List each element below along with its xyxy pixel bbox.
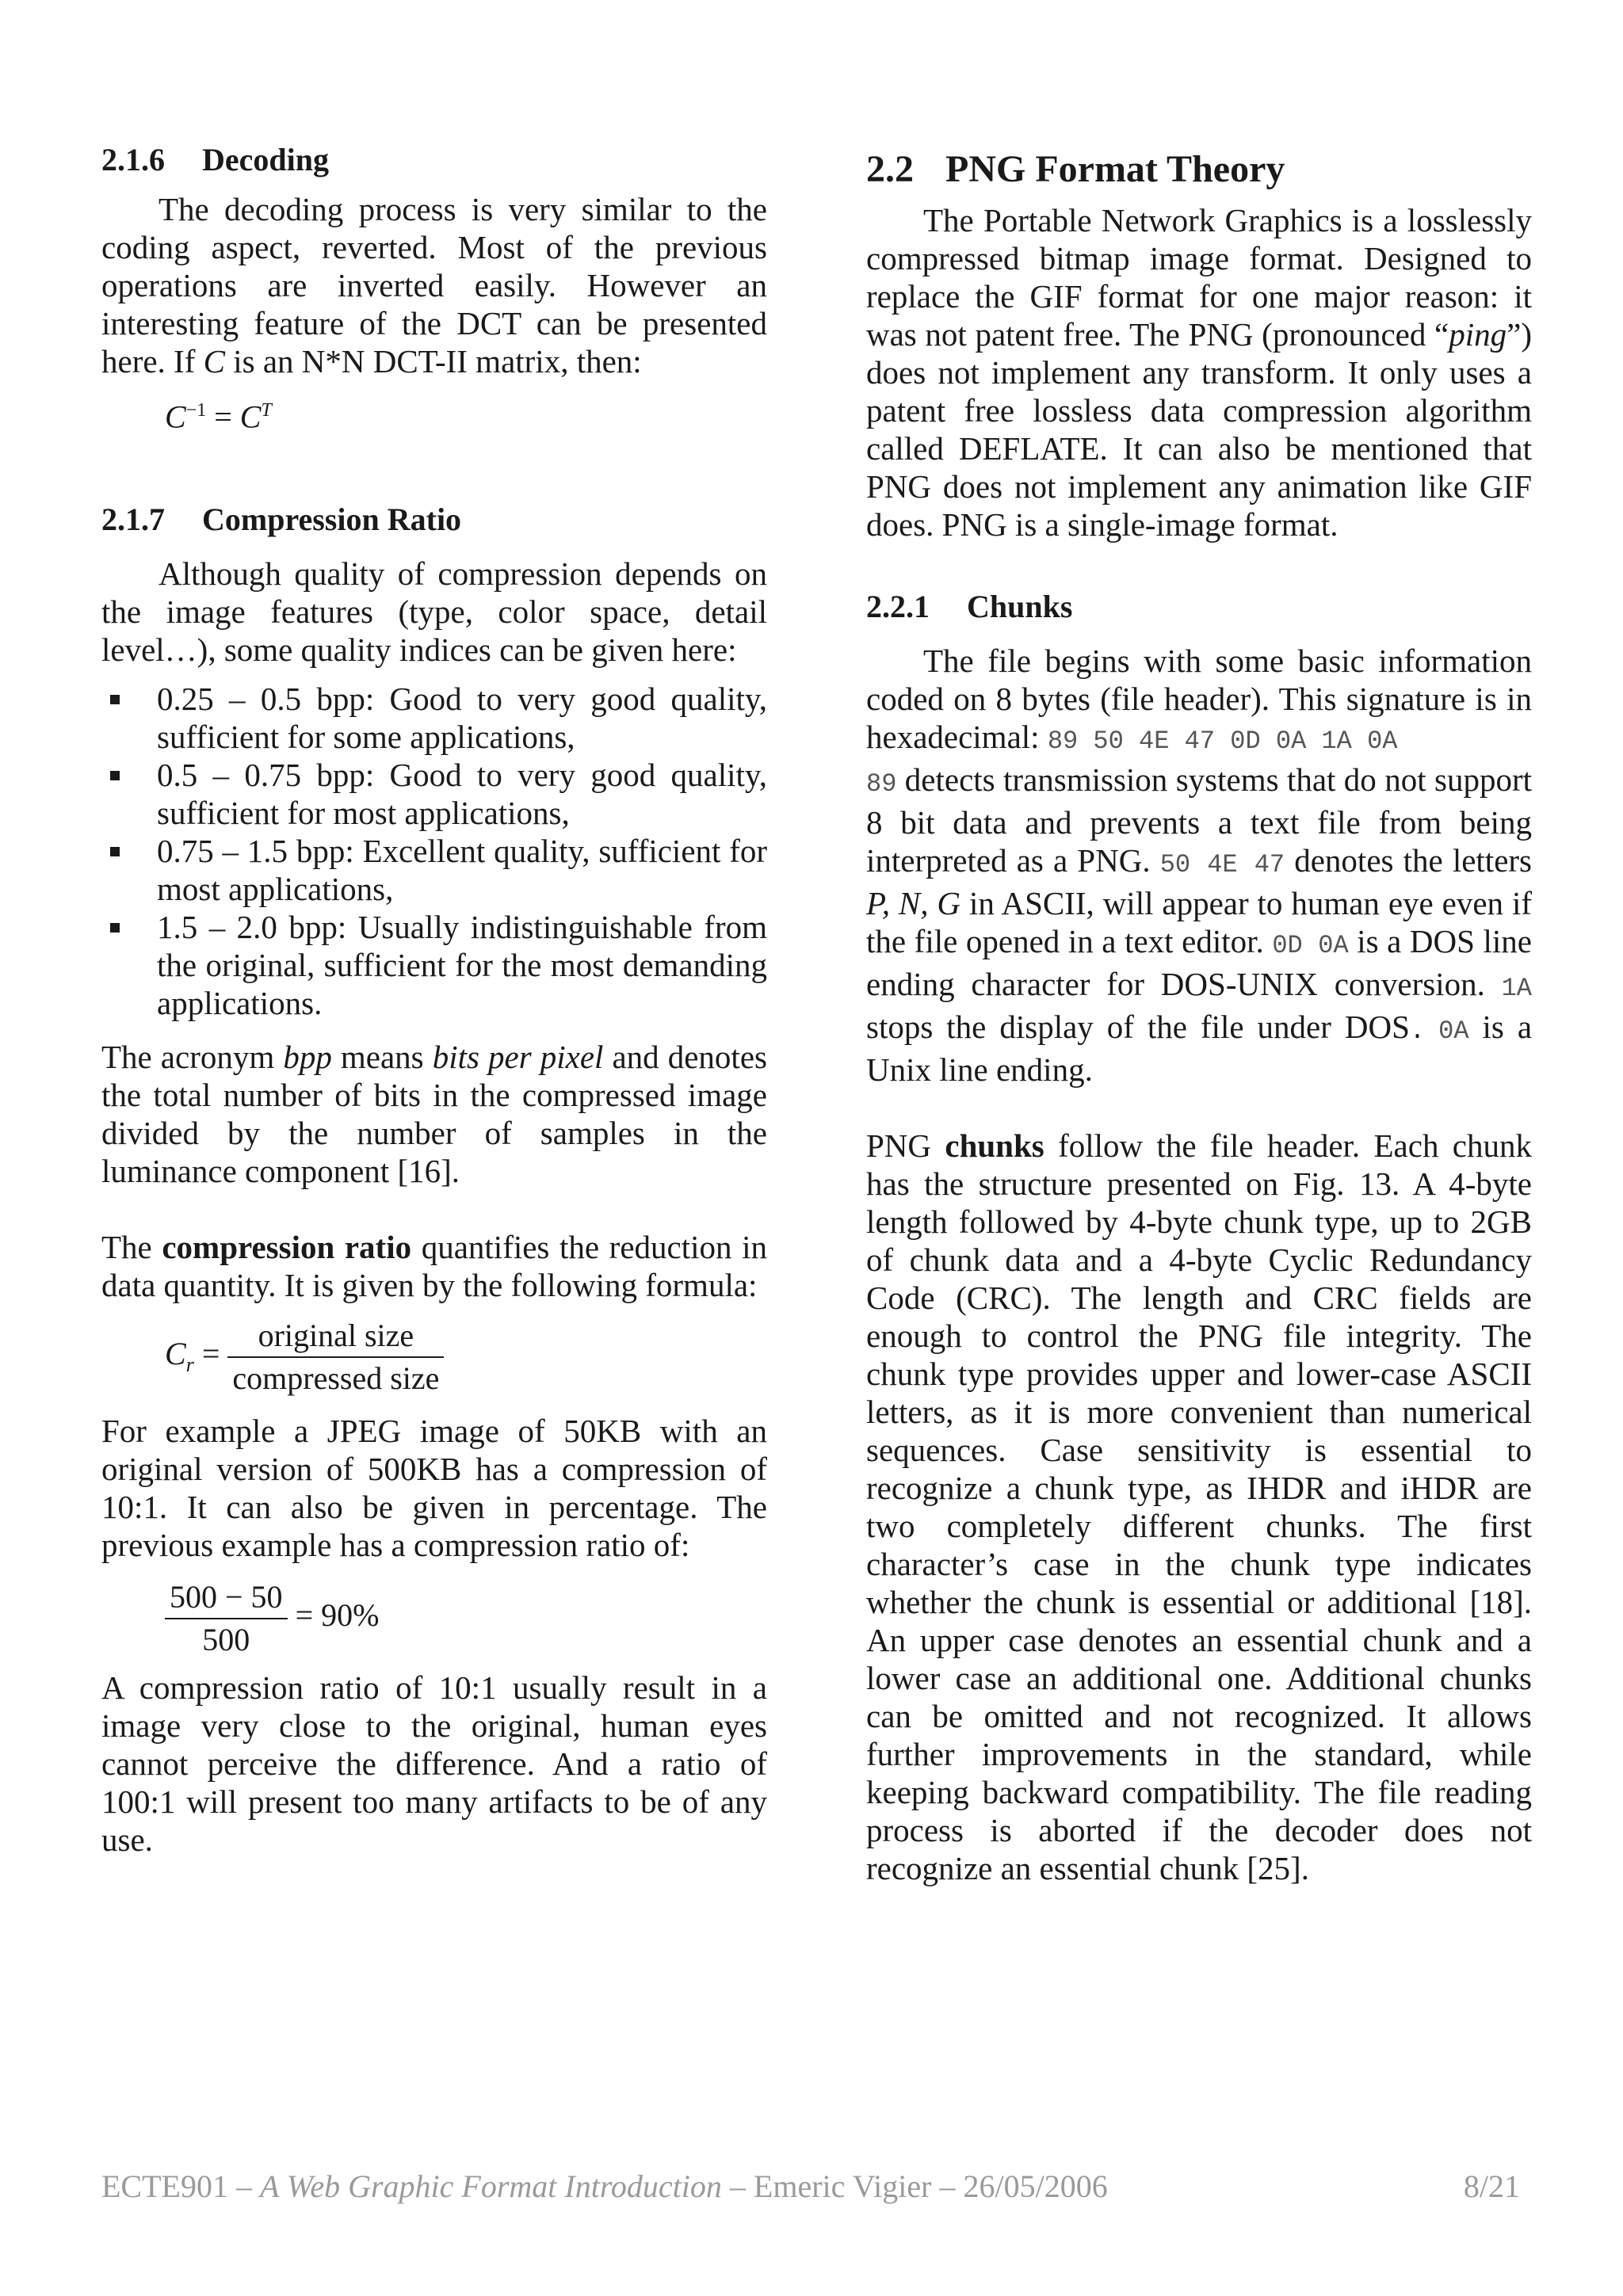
- section-number: 2.2.1: [866, 589, 930, 624]
- footer-author-date: Emeric Vigier – 26/05/2006: [753, 2168, 1108, 2204]
- chunks-paragraph: PNG chunks follow the file header. Each chunk has the structure presented on Fig. 13. A 4-byte length followed by 4-byte chunk type, up to 2GB of chunk data and a 4-byte Cyclic Redundancy Code (CRC). The length and CRC fields are enough to control the PNG file integrity. The chunk type provides upper and lower-case ASCII letters, as it is more convenient than numerical sequences. Case sensitivity is essential to recognize a chunk type, as IHDR and iHDR are two completely different chunks. The first character’s case in the chunk type indicates whether the chunk is essential or additional [18]. An upper case denotes an essential chunk and a lower case an additional one. Additional chunks can be omitted and not recognized. It allows further improvements in the standard, while keeping backward compatibility. The file reading process is aborted if the decoder does not recognize an essential chunk [25].: [866, 1127, 1532, 1886]
- right-column: [866, 141, 1532, 1887]
- quality-intro-paragraph: Although quality of compression depends on the image features (type, color space, detail level…), some quality indices can be given here:: [101, 555, 767, 669]
- list-item: 1.5 – 2.0 bpp: Usually indistinguishable from the original, sufficient for the most demanding applications.: [101, 908, 767, 1022]
- list-item: 0.5 – 0.75 bpp: Good to very good quality, sufficient for most applications,: [101, 756, 767, 832]
- bpp-paragraph: The acronym bpp means bits per pixel and denotes the total number of bits in the compressed image divided by the number of samples in the luminance component [16].: [101, 1039, 767, 1190]
- compression-ratio-paragraph: The compression ratio quantifies the reduction in data quantity. It is given by the following formula:: [101, 1229, 767, 1304]
- png-signature: 89 50 4E 47 0D 0A 1A 0A: [1047, 727, 1398, 756]
- signature-explanation-paragraph: 89 detects transmission systems that do not support 8 bit data and prevents a text file from being interpreted as a PNG. 50 4E 47 denotes the letters P, N, G in ASCII, will appear to human eye even if the file opened in a text editor. 0D 0A is a DOS line ending character for DOS-UNIX conversion. 1A stops the display of the file under DOS. 0A is a Unix line ending.: [866, 761, 1533, 1088]
- heading-2-2: [866, 146, 1532, 193]
- section-number: 2.1.7: [101, 502, 165, 538]
- section-number: 2.1.6: [101, 142, 165, 177]
- decoding-paragraph: The decoding process is very similar to the coding aspect, reverted. Most of the previous operations are inverted easily. However an interesting feature of the DCT can be presented here. If C is an N*N DCT-II matrix, then:: [101, 191, 767, 379]
- footer-course: ECTE901: [101, 2168, 228, 2204]
- inverse-transpose-formula: $C^{-1} = C^T$: [165, 399, 272, 435]
- quality-indices-list: [101, 680, 767, 1022]
- heading-2-1-6: [101, 141, 767, 179]
- section-title: Decoding: [202, 142, 329, 177]
- png-intro-paragraph: The Portable Network Graphics is a losslessly compressed bitmap image format. Designed to replace the GIF format for one major reason: it was not patent free. The PNG (pronounced “ping”) does not implement any transform. It only uses a patent free lossless data compression algorithm called DEFLATE. It can also be mentioned that PNG does not implement any animation like GIF does. PNG is a single-image format.: [866, 202, 1532, 543]
- heading-2-1-7: [101, 501, 767, 539]
- page-number: 8/21: [1463, 2168, 1520, 2204]
- list-item: 0.25 – 0.5 bpp: Good to very good quality, sufficient for some applications,: [101, 680, 767, 756]
- jpeg-example-paragraph: For example a JPEG image of 50KB with an original version of 500KB has a compression of 10:1. It can also be given in percentage. The previous example has a compression ratio of:: [101, 1413, 767, 1564]
- section-number: 2.2: [866, 148, 914, 190]
- section-title: Chunks: [967, 589, 1073, 624]
- left-column: [101, 141, 767, 1859]
- percentage-formula: $\frac{500 - 50}{500}$ = 90%: [165, 1577, 767, 1661]
- section-title: PNG Format Theory: [945, 148, 1285, 190]
- compression-ratio-formula: $C_r$ = $\frac{\text{original size}}{\text{compressed size}}$: [165, 1315, 767, 1399]
- page-footer: ECTE901 – A Web Graphic Format Introduction – Emeric Vigier – 26/05/2006 8/21: [101, 2168, 1520, 2204]
- section-title: Compression Ratio: [202, 502, 462, 538]
- list-item: 0.75 – 1.5 bpp: Excellent quality, sufficient for most applications,: [101, 832, 767, 908]
- heading-2-2-1: [866, 588, 1532, 626]
- footer-title: A Web Graphic Format Introduction: [259, 2168, 722, 2204]
- ratio-conclusion-paragraph: A compression ratio of 10:1 usually result in a image very close to the original, human eyes cannot perceive the difference. And a ratio of 100:1 will present too many artifacts to be of any use.: [101, 1669, 767, 1859]
- file-header-paragraph: The file begins with some basic information coded on 8 bytes (file header). This signature is in hexadecimal: 89 50 4E 47 0D 0A 1A 0A: [866, 643, 1532, 756]
